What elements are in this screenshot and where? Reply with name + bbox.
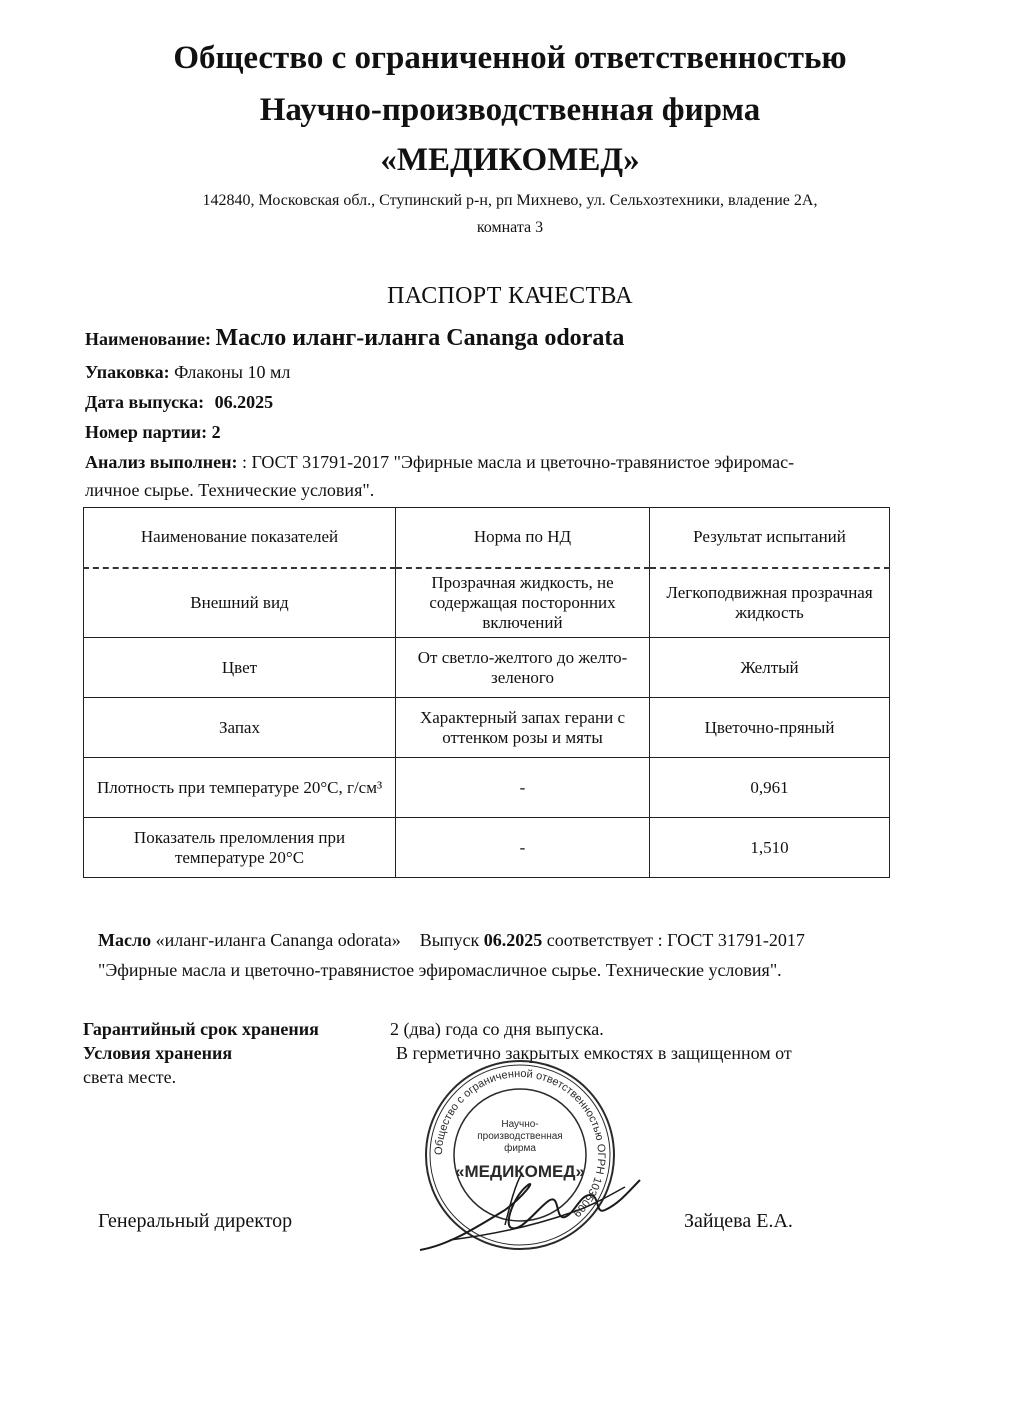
batch-value: 2 xyxy=(211,422,221,442)
company-legal-form: Общество с ограниченной ответственностью xyxy=(173,40,847,76)
table-cell-result: Цветочно-пряный xyxy=(650,698,890,758)
table-cell-name: Цвет xyxy=(84,638,396,698)
table-cell-norm: Характерный запах герани с оттенком розы и мяты xyxy=(396,698,650,758)
release-date-field xyxy=(85,392,273,413)
table-header-cell: Наименование показателей xyxy=(84,508,396,568)
table-header-cell: Результат испытаний xyxy=(650,508,890,568)
table-row xyxy=(84,568,890,638)
conclusion-product-label: Масло xyxy=(98,930,152,950)
signatory-position: Генеральный директор xyxy=(98,1210,293,1232)
signatory-name: Зайцева Е.А. xyxy=(684,1210,793,1232)
storage-conditions-label-text: Условия хранения xyxy=(83,1043,233,1063)
table-cell-result: Желтый xyxy=(650,638,890,698)
conclusion-release-value: 06.2025 xyxy=(483,930,543,950)
storage-conditions-value: В герметично закрытых емкостях в защищенном от xyxy=(396,1043,792,1063)
conclusion-product-name: «иланг-иланга Cananga odorata» xyxy=(155,930,401,950)
table-cell-norm: - xyxy=(396,758,650,818)
table-row xyxy=(84,698,890,758)
table-header-row xyxy=(84,508,890,568)
seal-line3: фирма xyxy=(504,1143,536,1154)
conclusion-line2: "Эфирные масла и цветочно-травянистое эфиромасличное сырье. Технические условия". xyxy=(98,960,782,980)
table-cell-name: Внешний вид xyxy=(84,568,396,638)
table-cell-name: Плотность при температуре 20°С, г/см³ xyxy=(84,758,396,818)
release-date-value: 06.2025 xyxy=(214,392,274,412)
warranty-label-text: Гарантийный срок хранения xyxy=(83,1019,319,1039)
product-name-field xyxy=(85,325,624,352)
seal-brand: «МЕДИКОМЕД» xyxy=(455,1162,585,1181)
analysis-value: : ГОСТ 31791-2017 "Эфирные масла и цветочно-травянистое эфиромас- xyxy=(241,452,795,472)
table-cell-result: 0,961 xyxy=(650,758,890,818)
warranty-label xyxy=(83,1019,319,1040)
storage-conditions-value-continued: света месте. xyxy=(83,1067,177,1087)
table-row xyxy=(84,758,890,818)
seal-line1: Научно- xyxy=(501,1119,539,1130)
analysis-field xyxy=(85,452,794,473)
table-cell-name: Запах xyxy=(84,698,396,758)
document-title: ПАСПОРТ КАЧЕСТВА xyxy=(387,283,633,309)
package-label: Упаковка: xyxy=(85,362,170,382)
company-address: 142840, Московская обл., Ступинский р-н, рп Михнево, ул. Сельхозтехники, владение 2А, xyxy=(202,192,818,209)
package-field xyxy=(85,362,290,383)
seal-ring-text: Общество с ограниченной ответственностью ОГРН 1035009 xyxy=(432,1067,608,1220)
table-header-cell: Норма по НД xyxy=(396,508,650,568)
table-cell-result: Легкоподвижная прозрачная жидкость xyxy=(650,568,890,638)
warranty-value: 2 (два) года со дня выпуска. xyxy=(390,1019,604,1039)
analysis-label: Анализ выполнен: xyxy=(85,452,238,472)
company-address-room: комната 3 xyxy=(476,219,544,236)
batch-field xyxy=(85,422,221,443)
batch-label: Номер партии: xyxy=(85,422,208,442)
conclusion-complies: соответствует : ГОСТ 31791-2017 xyxy=(546,930,805,950)
table-cell-norm: От светло-желтого до желто-зеленого xyxy=(396,638,650,698)
product-name-value: Масло иланг-иланга Cananga odorata xyxy=(215,325,625,351)
release-date-label: Дата выпуска: xyxy=(85,392,205,412)
conclusion-release-label: Выпуск xyxy=(419,930,480,950)
table-row xyxy=(84,818,890,878)
conclusion-line1 xyxy=(98,930,805,951)
company-type: Научно-производственная фирма xyxy=(259,92,761,128)
table-row xyxy=(84,638,890,698)
storage-conditions-label xyxy=(83,1043,232,1064)
analysis-value-continued: личное сырье. Технические условия". xyxy=(85,480,375,500)
signature-scribble xyxy=(410,1165,650,1260)
table-cell-norm: Прозрачная жидкость, не содержащая посторонних включений xyxy=(396,568,650,638)
table-cell-result: 1,510 xyxy=(650,818,890,878)
company-brand: «МЕДИКОМЕД» xyxy=(380,142,640,178)
table-cell-name: Показатель преломления при температуре 20°С xyxy=(84,818,396,878)
seal-line2: производственная xyxy=(477,1131,563,1142)
quality-table xyxy=(83,507,890,878)
product-name-label: Наименование: xyxy=(85,329,211,349)
package-value: Флаконы 10 мл xyxy=(174,362,291,382)
table-cell-norm: - xyxy=(396,818,650,878)
